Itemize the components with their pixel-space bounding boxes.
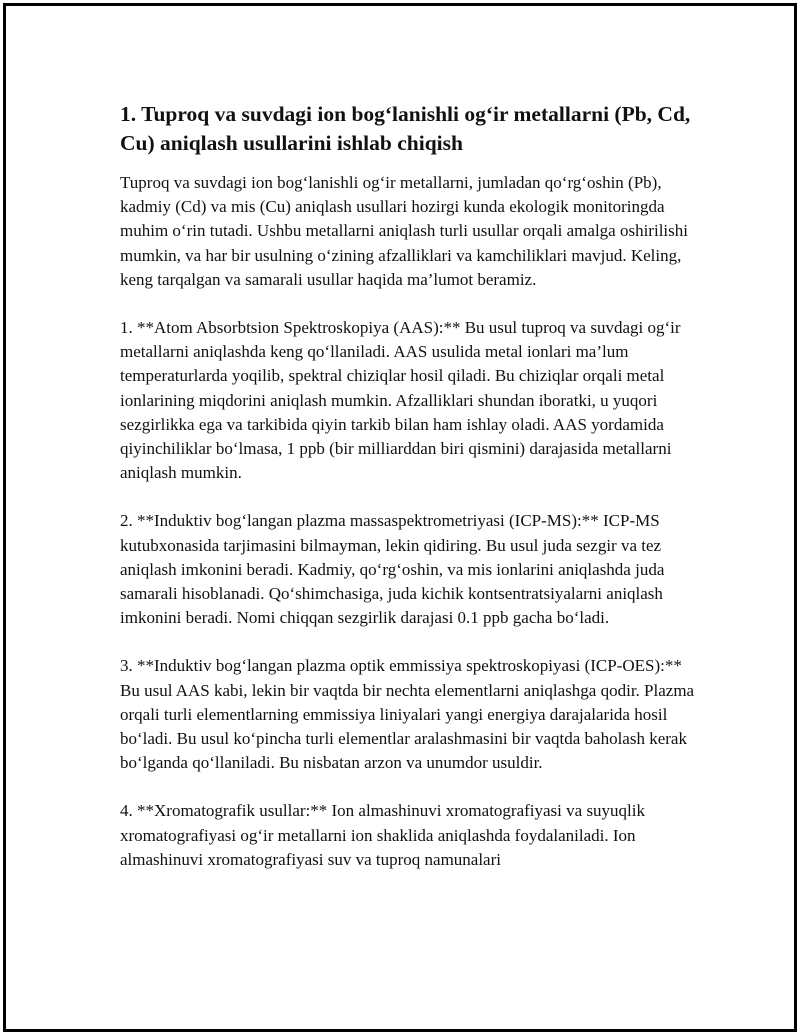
paragraph-icp-oes: 3. **Induktiv bog‘langan plazma optik emmissiya spektroskopiyasi (ICP-OES):** Bu usul AAS kabi, lekin bir vaqtda bir nechta elementlarni aniqlashga qodir. Plazma orqali turli elementlarning emmissiya liniyalari yangi energiya darajalarida hosil bo‘ladi. Bu usul ko‘pincha turli elementlar aralashmasini bir vaqtda baholash kerak bo‘lganda qo‘llaniladi. Bu nisbatan arzon va unumdor usuldir. [120, 656, 695, 773]
page-frame [3, 3, 797, 1032]
document-body [120, 100, 695, 896]
intro-paragraph: Tuproq va suvdagi ion bog‘lanishli og‘ir metallarni, jumladan qo‘rg‘oshin (Pb), kadmiy (Cd) va mis (Cu) aniqlash usullari hozirgi kunda ekologik monitoringda muhim o‘rin tutadi. Ushbu metallarni aniqlash turli usullar orqali amalga oshirilishi mumkin, va har bir usulning o‘zining afzalliklari va kamchiliklari mavjud. Keling, keng tarqalgan va samarali usullar haqida ma’lumot beramiz. [120, 173, 688, 289]
document-title: 1. Tuproq va suvdagi ion bog‘lanishli og‘ir metallarni (Pb, Cd, Cu) aniqlash usullarini ishlab chiqish [120, 102, 691, 155]
paragraph-chromatography: 4. **Xromatografik usullar:** Ion almashinuvi xromatografiyasi va suyuqlik xromatografiyasi og‘ir metallarni ion shaklida aniqlashda foydalaniladi. Ion almashinuvi xromatografiyasi suv va tuproq namunalari [120, 801, 646, 869]
paragraph-aas: 1. **Atom Absorbtsion Spektroskopiya (AAS):** Bu usul tuproq va suvdagi og‘ir metallarni aniqlashda keng qo‘llaniladi. AAS usulida metal ionlari ma’lum temperaturlarda yoqilib, spektral chiziqlar hosil qiladi. Bu chiziqlar orqali metal ionlarining miqdorini aniqlash mumkin. Afzalliklari shundan iboratki, u yuqori sezgirlikka ega va tarkibida qiyin tarkib bilan ham ishlay oladi. AAS yordamida qiyinchiliklar bo‘lmasa, 1 ppb (bir milliarddan biri qismini) darajasida metallarni aniqlash mumkin. [120, 318, 681, 483]
paragraph-icp-ms: 2. **Induktiv bog‘langan plazma massaspektrometriyasi (ICP-MS):** ICP-MS kutubxonasida tarjimasini bilmayman, lekin qidiring. Bu usul juda sezgir va tez aniqlash imkonini beradi. Kadmiy, qo‘rg‘oshin, va mis ionlarini aniqlashda juda samarali hisoblanadi. Qo‘shimchasiga, juda kichik kontsentratsiyalarni aniqlash imkonini beradi. Nomi chiqqan sezgirlik darajasi 0.1 ppb gacha bo‘ladi. [120, 511, 665, 628]
